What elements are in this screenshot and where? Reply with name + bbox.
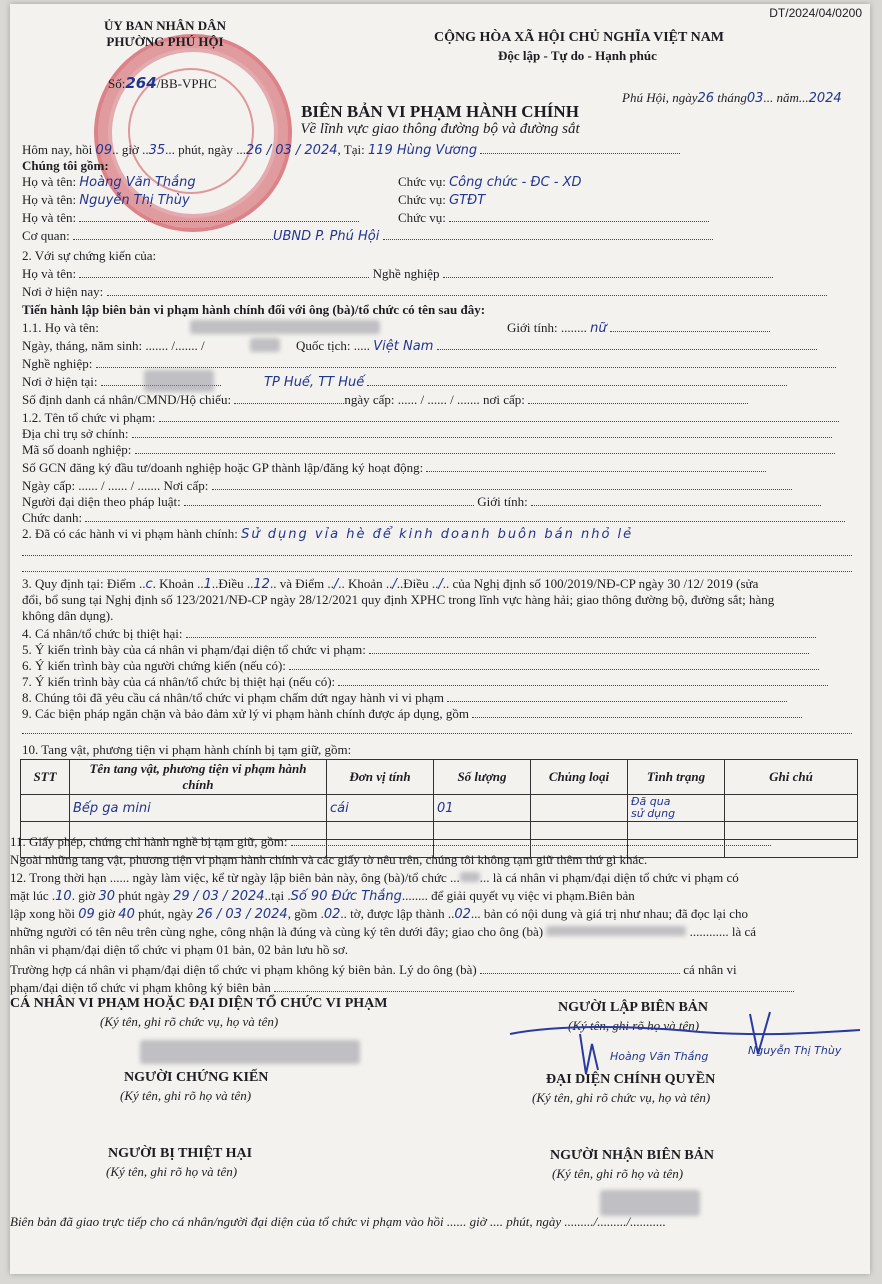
- s12-b4: tại: [271, 888, 285, 903]
- intro-minute: 35: [148, 143, 166, 158]
- officer-1-name: Hoàng Văn Thắng: [79, 175, 196, 190]
- refuse-1b: cá nhân vi: [683, 962, 737, 977]
- s10-line: 10. Tang vật, phương tiện vi phạm hành chính bị tạm giữ, gồm:: [22, 742, 352, 757]
- violator-nationality-label: Quốc tịch:: [296, 338, 351, 353]
- s12-b1: mặt lúc: [10, 888, 49, 903]
- number-prefix: Số:: [108, 76, 126, 91]
- violator-issued-place-label: nơi cấp:: [482, 392, 525, 407]
- redacted-name: [190, 320, 380, 334]
- s9-line: [22, 706, 802, 722]
- s12-a2: là cá nhân vi phạm/đại diện tổ chức vi phạm có: [492, 870, 739, 885]
- sig-gov-title: ĐẠI DIỆN CHÍNH QUYỀN: [546, 1072, 716, 1087]
- col-name: Tên tang vật, phương tiện vi phạm hành chính: [70, 760, 327, 795]
- s12-d2: là cá: [731, 924, 757, 939]
- s11-label: 11. Giấy phép, chứng chỉ hành nghề bị tạm giữ, gồm:: [10, 834, 288, 849]
- maker-name-1: Hoàng Văn Thắng: [610, 1050, 709, 1063]
- regulation-line-1: 3. Quy định tại: Điểm ..c. Khoản ..1..Điều ..12.. và Điểm ../.. Khoản ../..Điều ../.. của Nghị định số 100/2019/NĐ-CP ngày 30 /12/ 2019 (sửa: [22, 576, 759, 592]
- intro-date: 26 / 03 / 2024: [246, 143, 338, 158]
- intro-line: Hôm nay, hồi 09.. giờ ..35... phút, ngày ...26 / 03 / 2024, Tại: 119 Hùng Vương: [22, 142, 680, 159]
- regulation-slash-3: /: [438, 577, 443, 592]
- sig-receiver-title: NGƯỜI NHẬN BIÊN BẢN: [550, 1148, 714, 1163]
- intro-hour-label: giờ: [121, 142, 139, 157]
- col-stt: STT: [21, 760, 70, 795]
- sig-witness-title: NGƯỜI CHỨNG KIẾN: [124, 1070, 269, 1085]
- date-place: Phú Hội, ngày26 tháng03... năm...2024: [622, 90, 842, 106]
- regulation-diem: c: [145, 577, 153, 592]
- violator-id-label: Số định danh cá nhân/CMND/Hộ chiếu:: [22, 392, 232, 407]
- witness-name-label: Họ và tên:: [22, 266, 77, 281]
- item-status-1: Đã qua: [631, 795, 671, 808]
- officer-2-role-label: Chức vụ:: [398, 192, 446, 207]
- closed-hour: 09: [78, 907, 95, 922]
- gcn-label: Số GCN đăng ký đầu tư/doanh nghiệp hoặc GP thành lập/đăng ký hoạt động:: [22, 460, 424, 475]
- violator-residence: TP Huế, TT Huế: [264, 375, 365, 390]
- appointment-hour: 10: [55, 889, 72, 904]
- s12-c3: phút, ngày: [138, 906, 193, 921]
- intro-hour: 09: [95, 143, 113, 158]
- redacted-receiver-signature: [600, 1190, 700, 1216]
- col-status: Tình trạng: [628, 760, 725, 795]
- sig-violator-note: (Ký tên, ghi rõ chức vụ, họ và tên): [100, 1014, 279, 1029]
- s11-note: Ngoài những tang vật, phương tiện vi phạm hành chính và các giấy tờ nêu trên, chúng tôi không tạm giữ thêm thứ gì khác.: [10, 852, 648, 867]
- agency-label: Cơ quan:: [22, 228, 70, 243]
- doc-number: [108, 74, 217, 92]
- doc-subtitle: Về lĩnh vực giao thông đường bộ và đường sắt: [300, 121, 580, 137]
- title-line: [22, 510, 845, 526]
- item-name: Bếp ga mini: [70, 795, 327, 822]
- gcn-line: [22, 460, 766, 476]
- regulation-label: 3. Quy định tại: Điểm: [22, 576, 136, 591]
- s9-label: 9. Các biện pháp ngăn chặn và bảo đảm xử lý vi phạm hành chính được áp dụng, gồm: [22, 706, 469, 721]
- violator-gender-label: Giới tính:: [507, 320, 558, 335]
- s12-line-5: nhân vi phạm/đại diện tổ chức vi phạm 01 bản, 02 bản lưu hồ sơ.: [10, 942, 348, 957]
- officer-3-name-label: Họ và tên:: [22, 210, 77, 225]
- sig-gov-note: (Ký tên, ghi rõ chức vụ, họ và tên): [532, 1090, 711, 1105]
- table-row: [21, 795, 858, 822]
- violator-issued-label: ngày cấp: ...... / ...... / .......: [344, 392, 480, 407]
- proceed-heading: Tiến hành lập biên bản vi phạm hành chính đối với ông (bà)/tổ chức có tên sau đây:: [22, 302, 486, 317]
- col-unit: Đơn vị tính: [327, 760, 434, 795]
- rep-label: Người đại diện theo pháp luật:: [22, 494, 181, 509]
- regulation-and: và Điểm: [279, 576, 325, 591]
- month-label: tháng: [717, 90, 747, 105]
- violator-dob-label: Ngày, tháng, năm sinh: ....... /....... /: [22, 338, 205, 353]
- regulation-dieu: 12: [253, 577, 270, 592]
- s12-c1: lập xong hồi: [10, 906, 75, 921]
- s7-label: 7. Ý kiến trình bày của cá nhân/tổ chức bị thiệt hại (nếu có):: [22, 674, 336, 689]
- item-qty: 01: [434, 795, 531, 822]
- motto: Độc lập - Tự do - Hạnh phúc: [498, 48, 657, 63]
- issue-date-line: [22, 478, 792, 494]
- regulation-dieu-label: Điều: [218, 576, 244, 591]
- closed-date: 26 / 03 / 2024: [196, 907, 288, 922]
- intro-label: Hôm nay, hồi: [22, 142, 93, 157]
- regulation-khoan-label-2: Khoản: [347, 576, 383, 591]
- violator-dob-line: Ngày, tháng, năm sinh: ....... /....... / Quốc tịch: ..... Việt Nam: [22, 338, 205, 354]
- officer-3: [22, 210, 446, 226]
- closed-minute: 40: [118, 907, 135, 922]
- officer-2-name: Nguyễn Thị Thùy: [79, 193, 190, 208]
- s8-line: [22, 690, 787, 706]
- s6-label: 6. Ý kiến trình bày của người chứng kiến (nếu có):: [22, 658, 286, 673]
- violator-job-label: Nghề nghiệp:: [22, 356, 93, 371]
- s12-b3: phút ngày: [118, 888, 170, 903]
- agency-name: ỦY BAN NHÂN DÂN: [104, 18, 226, 33]
- intro-place: 119 Hùng Vương: [367, 143, 478, 158]
- s12-a: 12. Trong thời hạn ...... ngày làm việc, kể từ ngày lập biên bản này, ông (bà)/tổ chức: [10, 870, 447, 885]
- regulation-line-3: không dân dụng).: [22, 608, 114, 623]
- regulation-slash-1: /: [333, 577, 339, 592]
- item-status: [628, 795, 725, 822]
- regulation-dieu-label-2: Điều: [403, 576, 429, 591]
- footer-note: Biên bản đã giao trực tiếp cho cá nhân/người đại diện của tổ chức vi phạm vào hồi ...... giờ .... phút, ngày ........./........./...........: [10, 1214, 666, 1229]
- witness-job-label: Nghề nghiệp: [372, 266, 440, 281]
- appointment-date: 29 / 03 / 2024: [173, 889, 265, 904]
- violation-extra-line: [22, 544, 852, 560]
- sig-maker-note: (Ký tên, ghi rõ họ và tên): [568, 1018, 700, 1033]
- closed-pages: 02: [323, 907, 341, 922]
- country-name: CỘNG HÒA XÃ HỘI CHỦ NGHĨA VIỆT NAM: [434, 30, 725, 45]
- sig-damaged-note: (Ký tên, ghi rõ họ và tên): [106, 1164, 238, 1179]
- title-label: Chức danh:: [22, 510, 83, 525]
- witness-name-line: [22, 266, 773, 282]
- agency-line: [22, 228, 713, 245]
- date-place-label: Phú Hội, ngày: [622, 90, 698, 105]
- regulation-line-2: đổi, bổ sung tại Nghị định số 123/2021/NĐ-CP ngày 28/12/2021 quy định XPHC trong lĩnh vực hàng hải; giao thông đường bộ, đường sắt; hàng: [22, 592, 775, 607]
- violation-value: Sử dụng vỉa hè để kinh doanh buôn bán nhỏ lẻ: [241, 527, 634, 542]
- org-line: [22, 410, 839, 426]
- refuse-line-1: [10, 962, 737, 978]
- redacted-address: [144, 370, 214, 392]
- appointment-place: Số 90 Đức Thắng: [290, 889, 402, 904]
- rep-line: [22, 494, 821, 510]
- violation-line: [22, 526, 633, 543]
- rep-gender-label: Giới tính:: [477, 494, 528, 509]
- violator-name-label: 1.1. Họ và tên:: [22, 320, 99, 335]
- refuse-1: Trường hợp cá nhân vi phạm/đại diện tổ chức vi phạm không ký biên bản. Lý do ông (bà): [10, 962, 477, 977]
- officer-2-role: GTĐT: [449, 193, 486, 208]
- sig-violator-title: CÁ NHÂN VI PHẠM HOẶC ĐẠI DIỆN TỔ CHỨC VI PHẠM: [10, 996, 388, 1011]
- violator-residence-line: [22, 374, 787, 391]
- year-label: năm: [776, 90, 799, 105]
- s6-line: [22, 658, 819, 674]
- s12-b5: để giải quyết vụ việc vi phạm.Biên bản: [431, 888, 635, 903]
- chung-toi-label: Chúng tôi gồm:: [22, 158, 109, 173]
- tax-line: [22, 442, 835, 458]
- doc-code: DT/2024/04/0200: [769, 6, 862, 20]
- sig-receiver-note: (Ký tên, ghi rõ họ và tên): [552, 1166, 684, 1181]
- regulation-slash-2: /: [392, 577, 397, 592]
- violation-label: 2. Đã có các hành vi vi phạm hành chính:: [22, 526, 238, 541]
- s12-line-2: mặt lúc .10. giờ 30 phút ngày 29 / 03 / 2024..tại .Số 90 Đức Thắng........ để giải quyết vụ việc vi phạm.Biên bản: [10, 888, 635, 904]
- officer-1: [22, 174, 582, 191]
- issue-date-label: Ngày cấp: ...... / ...... / .......: [22, 478, 161, 493]
- regulation-khoan: 1: [203, 577, 212, 592]
- s12-c6: bản có nội dung và giá trị như nhau; đã đọc lại cho: [483, 906, 748, 921]
- s8-label: 8. Chúng tôi đã yêu cầu cá nhân/tổ chức vi phạm chấm dứt ngay hành vi vi phạm: [22, 690, 445, 705]
- s12-b2: giờ: [78, 888, 96, 903]
- s12-line-4: những người có tên nêu trên cùng nghe, công nhận là đúng và cùng ký tên dưới đây; giao cho ông (bà) ............ là cá: [10, 924, 757, 939]
- s11-line: [10, 834, 771, 850]
- witness-heading: 2. Với sự chứng kiến của:: [22, 248, 157, 263]
- s12-c5: tờ, được lập thành: [350, 906, 445, 921]
- sig-witness-note: (Ký tên, ghi rõ họ và tên): [120, 1088, 252, 1103]
- s4-line: [22, 626, 816, 642]
- item-status-2: sử dụng: [631, 807, 676, 820]
- tax-label: Mã số doanh nghiệp:: [22, 442, 132, 457]
- regulation-khoan-label: Khoản: [159, 576, 194, 591]
- org-label: 1.2. Tên tổ chức vi phạm:: [22, 410, 156, 425]
- officer-1-role: Công chức - ĐC - XD: [449, 175, 582, 190]
- s12-line-3: lập xong hồi 09 giờ 40 phút, ngày 26 / 03 / 2024, gồm .02.. tờ, được lập thành ..02... bản có nội dung và giá trị như nhau; đã đọc lại cho: [10, 906, 748, 922]
- witness-residence-line: [22, 284, 827, 300]
- hq-label: Địa chỉ trụ sở chính:: [22, 426, 129, 441]
- document-page: [10, 4, 870, 1274]
- col-note: Ghi chú: [725, 760, 858, 795]
- appointment-minute: 30: [98, 889, 115, 904]
- doc-title: BIÊN BẢN VI PHẠM HÀNH CHÍNH: [301, 102, 579, 121]
- violation-extra-line-2: [22, 560, 852, 576]
- number-suffix: /BB-VPHC: [156, 76, 217, 91]
- redacted-dob: [250, 338, 280, 352]
- violator-name-line: 1.1. Họ và tên: Giới tính: ........ nữ: [22, 320, 99, 336]
- officer-2-name-label: Họ và tên:: [22, 192, 77, 207]
- officer-2: [22, 192, 486, 209]
- violator-gender: nữ: [590, 321, 607, 336]
- number-value: 264: [125, 74, 157, 92]
- closed-copies: 02: [454, 907, 471, 922]
- intro-at-label: , Tại:: [337, 142, 365, 157]
- s12-line-1: 12. Trong thời hạn ...... ngày làm việc, kể từ ngày lập biên bản này, ông (bà)/tổ chức ... ... là cá nhân vi phạm/đại diện tổ chức vi phạm có: [10, 870, 739, 885]
- violator-residence-label: Nơi ở hiện tại:: [22, 374, 98, 389]
- date-day: 26: [697, 91, 715, 106]
- ward-name: PHƯỜNG PHÚ HỘI: [106, 34, 224, 49]
- violator-nationality: Việt Nam: [373, 339, 434, 354]
- intro-minute-label: phút, ngày: [178, 142, 234, 157]
- officer-1-role-label: Chức vụ:: [398, 174, 446, 189]
- issue-place-label: Nơi cấp:: [163, 478, 209, 493]
- redacted-signature: [140, 1040, 360, 1064]
- items-header-row: [21, 760, 858, 795]
- s4-label: 4. Cá nhân/tổ chức bị thiệt hại:: [22, 626, 183, 641]
- date-year: 2024: [808, 91, 842, 106]
- agency-value: UBND P. Phú Hội: [272, 229, 380, 244]
- s5-label: 5. Ý kiến trình bày của cá nhân vi phạm/đại diện tổ chức vi phạm:: [22, 642, 366, 657]
- col-type: Chủng loại: [531, 760, 628, 795]
- s7-line: [22, 674, 828, 690]
- s9-extra: [22, 722, 852, 738]
- item-unit: cái: [327, 795, 434, 822]
- refuse-line-2: [10, 980, 794, 996]
- officer-1-name-label: Họ và tên:: [22, 174, 77, 189]
- refuse-2: phạm/đại diện tổ chức vi phạm không ký biên bản: [10, 980, 271, 995]
- maker-name-2: Nguyễn Thị Thùy: [748, 1044, 842, 1057]
- hq-line: [22, 426, 832, 442]
- date-month: 03: [746, 91, 764, 106]
- col-qty: Số lượng: [434, 760, 531, 795]
- violator-job-line: [22, 356, 836, 372]
- sig-maker-title: NGƯỜI LẬP BIÊN BẢN: [558, 1000, 709, 1015]
- officer-3-role-label: Chức vụ:: [398, 210, 446, 225]
- regulation-rest: của Nghị định số 100/2019/NĐ-CP ngày 30 /12/ 2019 (sửa: [452, 576, 759, 591]
- s12-d: những người có tên nêu trên cùng nghe, công nhận là đúng và cùng ký tên dưới đây; giao cho ông (bà): [10, 924, 544, 939]
- s12-c2: giờ: [98, 906, 116, 921]
- violator-id-line: [22, 392, 748, 408]
- witness-residence-label: Nơi ở hiện nay:: [22, 284, 104, 299]
- s12-c4: , gồm: [287, 906, 318, 921]
- sig-damaged-title: NGƯỜI BỊ THIỆT HẠI: [108, 1146, 253, 1161]
- s5-line: [22, 642, 809, 658]
